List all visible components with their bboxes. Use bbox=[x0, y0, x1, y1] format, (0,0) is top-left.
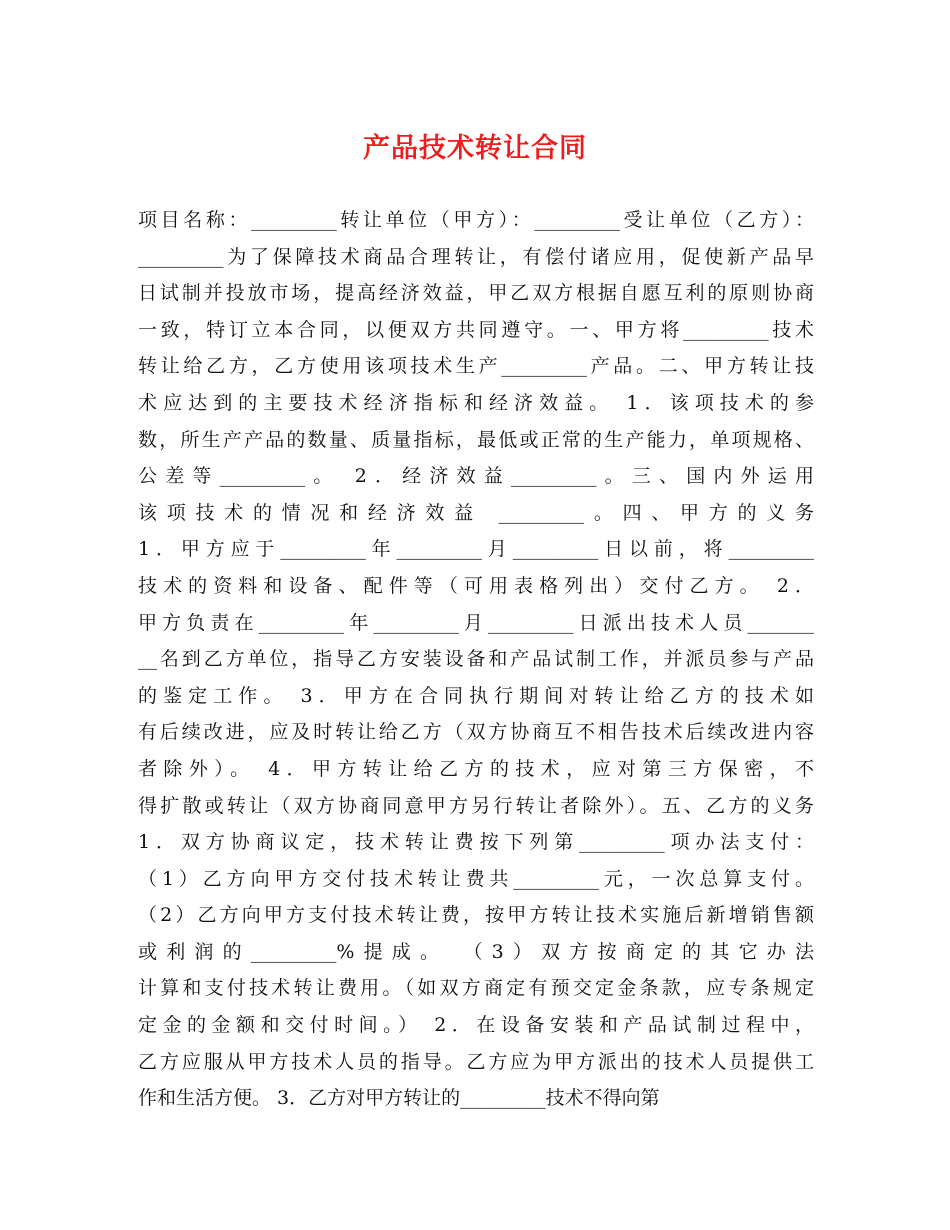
body-line: 得扩散或转让（双方协商同意甲方另行转让者除外）。五、乙方的义务 bbox=[138, 794, 814, 817]
body-line: （2）乙方向甲方支付技术转让费，按甲方转让技术实施后新增销售额 bbox=[138, 904, 814, 927]
body-line: 作和生活方便。 3．乙方对甲方转让的_________技术不得向第 bbox=[138, 1087, 660, 1110]
body-line: 1．甲方应于_________年_________月_________日以前，将_________ bbox=[138, 538, 814, 561]
body-line: 一致，特订立本合同，以便双方共同遵守。一、甲方将_________技术 bbox=[138, 318, 814, 341]
body-line: __名到乙方单位，指导乙方安装设备和产品试制工作，并派员参与产品 bbox=[138, 648, 814, 671]
body-line: 数，所生产产品的数量、质量指标，最低或正常的生产能力，单项规格、 bbox=[138, 428, 814, 451]
body-line: 的鉴定工作。 3．甲方在合同执行期间对转让给乙方的技术如 bbox=[138, 684, 814, 707]
contract-body bbox=[138, 202, 814, 1117]
body-line: 或利润的_________%提成。 （3）双方按商定的其它办法 bbox=[138, 940, 814, 963]
body-line: （1）乙方向甲方交付技术转让费共_________元，一次总算支付。 bbox=[138, 867, 814, 890]
body-line: 技术的资料和设备、配件等（可用表格列出）交付乙方。 2． bbox=[138, 574, 814, 597]
body-line: 有后续改进，应及时转让给乙方（双方协商互不相告技术后续改进内容 bbox=[138, 721, 814, 744]
body-line: 1．双方协商议定，技术转让费按下列第_________项办法支付： bbox=[138, 831, 814, 854]
body-line: 转让给乙方，乙方使用该项技术生产_________产品。二、甲方转让技 bbox=[138, 355, 814, 378]
body-line: 计算和支付技术转让费用。（如双方商定有预交定金条款，应专条规定 bbox=[138, 977, 814, 1000]
body-line: 甲方负责在_________年_________月_________日派出技术人员_______ bbox=[138, 611, 814, 634]
body-line: 项目名称：_________转让单位（甲方）：_________受让单位（乙方）： bbox=[138, 209, 814, 231]
body-line: 定金的金额和交付时间。） 2．在设备安装和产品试制过程中， bbox=[138, 1014, 814, 1037]
body-line: 该项技术的情况和经济效益 _________。四、甲方的义务 bbox=[138, 501, 814, 524]
body-line: 日试制并投放市场，提高经济效益，甲乙双方根据自愿互利的原则协商 bbox=[138, 282, 814, 305]
body-line: 乙方应服从甲方技术人员的指导。乙方应为甲方派出的技术人员提供工 bbox=[138, 1050, 814, 1073]
body-line: 术应达到的主要技术经济指标和经济效益。 1．该项技术的参 bbox=[138, 391, 814, 414]
body-line: _________为了保障技术商品合理转让，有偿付诸应用，促使新产品早 bbox=[138, 245, 814, 268]
document-title: 产品技术转让合同 bbox=[363, 133, 587, 164]
body-line: 公差等_________。 2．经济效益_________。三、国内外运用 bbox=[138, 465, 814, 488]
body-line: 者除外）。 4．甲方转让给乙方的技术，应对第三方保密，不 bbox=[138, 757, 814, 780]
